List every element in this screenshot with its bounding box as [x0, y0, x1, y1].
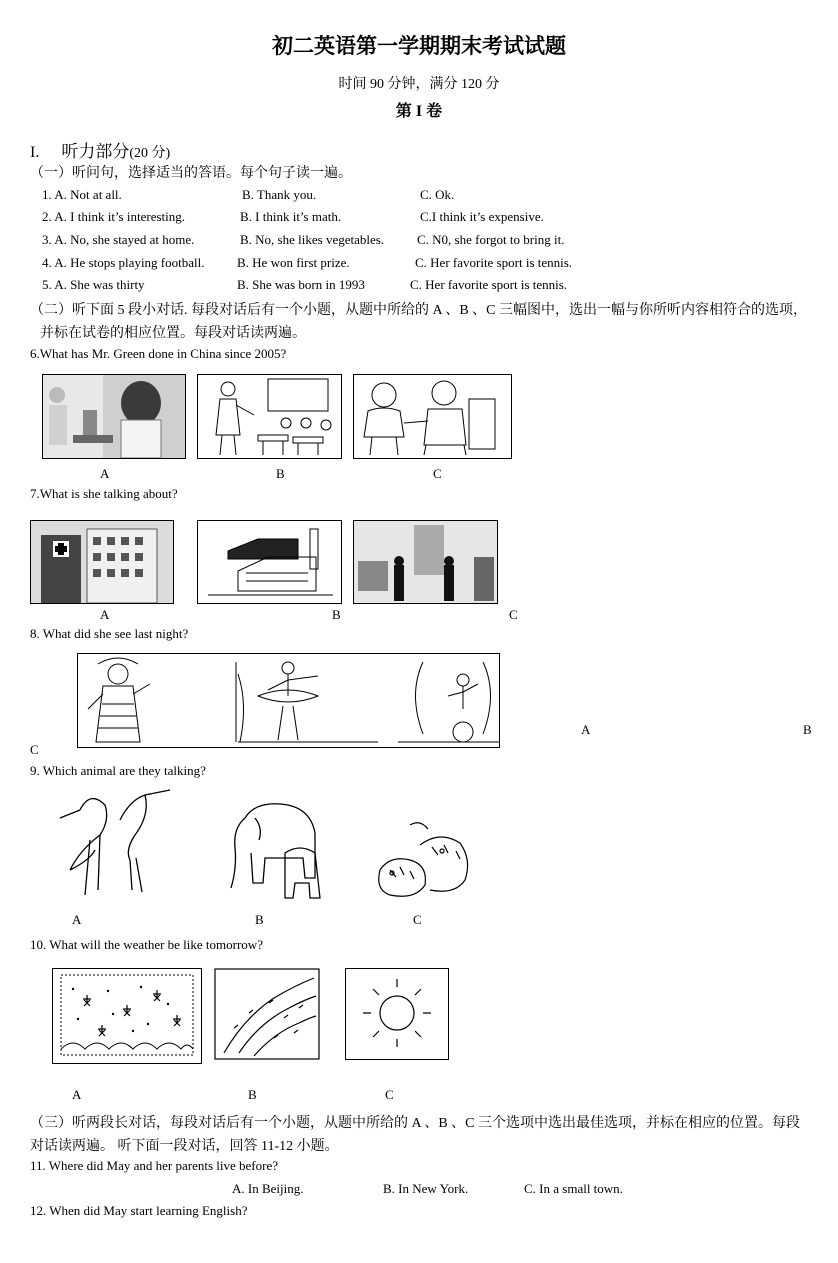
q7-label-a: A	[100, 607, 110, 622]
part3-instruction-line2: 对话读两遍。 听下面一段对话，回答 11-12 小题。	[30, 1139, 339, 1154]
q8-question: 8. What did she see last night?	[30, 626, 189, 641]
q9-picture-a-crane	[50, 780, 175, 905]
q7-label-c: C	[509, 607, 518, 622]
q9-label-c: C	[413, 912, 422, 927]
q8-label-c: C	[30, 742, 39, 757]
q5-option-b: B. She was born in 1993	[237, 277, 365, 292]
section-score: (20 分)	[129, 146, 171, 161]
q5-option-a: 5. A. She was thirty	[42, 277, 145, 292]
q8-label-b: B	[803, 722, 812, 737]
q6-label-b: B	[276, 466, 285, 481]
q4-option-a: 4. A. He stops playing football.	[42, 255, 205, 270]
q1-option-a: 1. A. Not at all.	[42, 187, 122, 202]
q11-option-c: C. In a small town.	[524, 1181, 623, 1196]
q3-option-c: C. N0, she forgot to bring it.	[417, 232, 565, 247]
q1-option-c: C. Ok.	[420, 187, 455, 202]
q7-picture-a-hospital	[30, 520, 174, 604]
q3-option-a: 3. A. No, she stayed at home.	[42, 232, 195, 247]
section-heading	[30, 137, 170, 162]
q10-picture-c-sun	[345, 968, 449, 1060]
section-number: I.	[30, 144, 40, 161]
q10-label-b: B	[248, 1087, 257, 1102]
q11-option-b: B. In New York.	[383, 1181, 469, 1196]
q2-option-a: 2. A. I think it’s interesting.	[42, 209, 185, 224]
q1-option-b: B. Thank you.	[242, 187, 317, 202]
q10-question: 10. What will the weather be like tomorrow?	[30, 937, 263, 952]
q7-question: 7.What is she talking about?	[30, 486, 178, 501]
q10-label-a: A	[72, 1087, 82, 1102]
q3-option-b: B. No, she likes vegetables.	[240, 232, 385, 247]
q2-option-b: B. I think it’s math.	[240, 209, 342, 224]
q10-picture-b-wind	[214, 968, 320, 1060]
exam-title: 初二英语第一学期期末考试试题	[272, 34, 566, 58]
q6-label-c: C	[433, 466, 442, 481]
q11-option-a: A. In Beijing.	[232, 1181, 304, 1196]
q7-picture-b-factory	[197, 520, 342, 604]
q7-picture-c-ceremony	[353, 520, 498, 604]
q6-label-a: A	[100, 466, 110, 481]
part2-instruction-line2: 并标在试卷的相应位置。每段对话读两遍。	[40, 326, 306, 341]
exam-subtitle: 时间 90 分钟，满分 120 分	[338, 77, 500, 92]
q7-label-b: B	[332, 607, 341, 622]
q4-option-b: B. He won first prize.	[237, 255, 350, 270]
q9-picture-b-elephant	[225, 798, 330, 906]
q2-option-c: C.I think it’s expensive.	[420, 209, 544, 224]
q9-label-a: A	[72, 912, 82, 927]
q10-picture-a-snow	[52, 968, 202, 1064]
q8-picture-strip	[77, 653, 500, 748]
part3-instruction-line1: （三）听两段长对话，每段对话后有一个小题，从题中所给的 A 、B 、C 三个选项中选出最佳选项，并标在相应的位置。每段	[30, 1116, 801, 1131]
part2-instruction-line1: （二）听下面 5 段小对话. 每段对话后有一个小题，从题中所给的 A 、B 、C 三幅图中，选出一幅与你所听内容相符合的选项，	[30, 303, 808, 318]
volume-label: 第 I 卷	[395, 103, 443, 120]
section-title: 听力部分	[61, 142, 130, 161]
q6-question: 6.What has Mr. Green done in China since 2005?	[30, 346, 287, 361]
q10-label-c: C	[385, 1087, 394, 1102]
q6-picture-b-classroom	[197, 374, 342, 459]
q12-question: 12. When did May start learning English?	[30, 1203, 248, 1218]
q9-question: 9. Which animal are they talking?	[30, 763, 206, 778]
q6-picture-a-microscope	[42, 374, 186, 459]
q8-label-a: A	[581, 722, 591, 737]
q6-picture-c-doctor	[353, 374, 512, 459]
part1-instruction: （一）听问句，选择适当的答语。每个句子读一遍。	[30, 166, 352, 181]
q9-label-b: B	[255, 912, 264, 927]
q4-option-c: C. Her favorite sport is tennis.	[415, 255, 573, 270]
q5-option-c: C. Her favorite sport is tennis.	[410, 277, 568, 292]
q11-question: 11. Where did May and her parents live before?	[30, 1158, 278, 1173]
q9-picture-c-tigers	[370, 815, 478, 905]
